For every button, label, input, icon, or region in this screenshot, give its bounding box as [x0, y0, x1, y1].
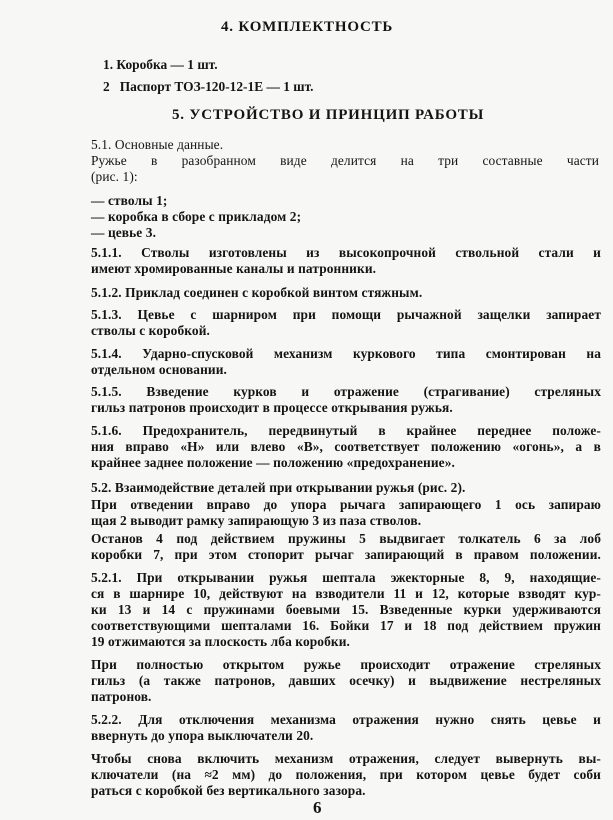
paragraph-line: патронов.	[91, 689, 152, 704]
paragraph-line: 5.2.1. При открывании ружья шептала эжекторные 8, 9, находящие-	[91, 570, 601, 585]
paragraph-line: стволы с коробкой.	[91, 323, 210, 338]
paragraph-line: (рис. 1):	[91, 169, 138, 184]
paragraph-line: коробки 7, при этом стопорит рычаг запирающий в правом положении.	[91, 547, 601, 562]
page-number: 6	[313, 798, 322, 817]
paragraph-line: щая 2 выводит рамку запирающую 3 из паза стволов.	[91, 513, 422, 528]
list-item-text: Паспорт ТОЗ-120-12-1Е — 1 шт.	[119, 79, 314, 94]
paragraph-line: 5.1.4. Ударно-спусковой механизм куркового типа смонтирован на	[91, 346, 601, 361]
paragraph-line: ся в шарнире 10, действуют на взводители 11 и 12, которые взводят кур-	[91, 586, 601, 601]
paragraph-line: раться с коробкой без вертикального зазора.	[91, 783, 366, 798]
paragraph-line: ключатели (на ≈2 мм) до положения, при котором цевье будет соби	[91, 767, 601, 782]
list-item	[103, 79, 313, 95]
list-item-number: 2	[103, 79, 110, 94]
list-item-text: Коробка — 1 шт.	[116, 57, 218, 72]
section-4-title: 4. КОМПЛЕКТНОСТЬ	[221, 19, 394, 35]
paragraph-line: ния вправо «Н» или влево «В», соответствует положению «огонь», а в	[91, 439, 601, 454]
paragraph-line: Чтобы снова включить механизм отражения, следует вывернуть вы-	[91, 751, 601, 766]
paragraph-line: ки 13 и 14 с пружинами боевыми 15. Взведенные курки удерживаются	[91, 602, 601, 617]
paragraph-line: При отведении вправо до упора рычага запирающего 1 ось запираю	[91, 497, 601, 512]
paragraph-line: крайнее заднее положение — положению «предохранение».	[91, 455, 455, 470]
list-line: — стволы 1;	[91, 193, 168, 208]
section-5-title: 5. УСТРОЙСТВО И ПРИНЦИП РАБОТЫ	[172, 107, 485, 123]
paragraph-line: отдельном основании.	[91, 362, 227, 377]
paragraph-line: ввернуть до упора выключатели 20.	[91, 728, 314, 743]
paragraph-line: При полностью открытом ружье происходит отражение стреляных	[91, 657, 601, 672]
paragraph-line: гильз патронов происходит в процессе открывания ружья.	[91, 400, 453, 415]
list-line: — цевье 3.	[91, 225, 157, 240]
paragraph-line: 5.1.5. Взведение курков и отражение (страгивание) стреляных	[91, 384, 601, 399]
paragraph-line: Ружье в разобранном виде делится на три составные части	[91, 153, 599, 168]
paragraph-line: соответствующими шепталами 16. Бойки 17 и 18 под действием пружин	[91, 618, 601, 633]
paragraph-line: 5.1.2. Приклад соединен с коробкой винтом стяжным.	[91, 285, 423, 300]
paragraph-line: имеют хромированные каналы и патронники.	[91, 261, 377, 276]
paragraph-line: 5.1. Основные данные.	[91, 137, 224, 152]
paragraph-line: 5.2.2. Для отключения механизма отражения нужно снять цевье и	[91, 712, 601, 727]
list-line: — коробка в сборе с прикладом 2;	[91, 209, 302, 224]
list-item-number: 1	[103, 57, 110, 72]
paragraph-line: 5.2. Взаимодействие деталей при открывании ружья (рис. 2).	[91, 480, 466, 495]
paragraph-line: 19 отжимаются за плоскость лба коробки.	[91, 634, 350, 649]
paragraph-line: 5.1.3. Цевье с шарниром при помощи рычажной защелки запирает	[91, 307, 601, 322]
paragraph-line: гильз (а также патронов, давших осечку) и выдвижение нестреляных	[91, 673, 601, 688]
paragraph-line: 5.1.6. Предохранитель, передвинутый в крайнее переднее положе-	[91, 423, 601, 438]
paragraph-line: 5.1.1. Стволы изготовлены из высокопрочной ствольной стали и	[91, 245, 601, 260]
list-item: 1. Коробка — 1 шт.	[103, 57, 218, 72]
paragraph-line: Останов 4 под действием пружины 5 выдвигает толкатель 6 за лоб	[91, 531, 601, 546]
